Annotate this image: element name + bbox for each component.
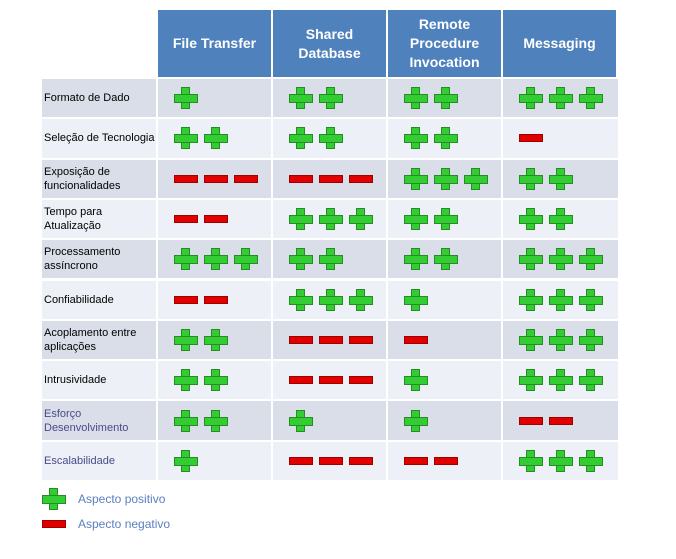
plus-icon	[349, 289, 373, 311]
legend-positive-label: Aspecto positivo	[78, 492, 166, 506]
minus-icon	[434, 457, 458, 465]
column-header-messaging: Messaging	[503, 10, 616, 77]
plus-icon	[579, 248, 603, 270]
plus-icon	[319, 87, 343, 109]
rating-cell	[503, 240, 616, 278]
plus-icon	[519, 168, 543, 190]
minus-icon	[204, 175, 228, 183]
minus-icon	[319, 376, 343, 384]
plus-icon	[549, 248, 573, 270]
rating-cell	[388, 401, 501, 439]
rating-cell	[158, 442, 271, 480]
plus-icon	[579, 289, 603, 311]
plus-icon	[519, 248, 543, 270]
plus-icon	[174, 248, 198, 270]
row-label-acoplamento-entre-aplicacoes: Acoplamento entre aplicações	[44, 326, 137, 353]
rating-cell	[158, 119, 271, 157]
plus-icon	[434, 208, 458, 230]
plus-icon	[204, 248, 228, 270]
plus-icon	[549, 168, 573, 190]
minus-icon	[289, 376, 313, 384]
plus-icon	[434, 87, 458, 109]
rating-cell	[503, 79, 616, 117]
plus-icon	[404, 208, 428, 230]
minus-icon	[404, 457, 428, 465]
plus-icon	[404, 87, 428, 109]
rating-cell	[388, 119, 501, 157]
plus-icon	[174, 410, 198, 432]
plus-icon	[404, 289, 428, 311]
minus-icon	[349, 175, 373, 183]
rating-cell	[273, 321, 386, 359]
plus-icon	[349, 208, 373, 230]
plus-icon	[549, 329, 573, 351]
column-header-remote-procedure-invocation: Remote Procedure Invocation	[388, 10, 501, 77]
plus-icon	[579, 87, 603, 109]
plus-icon	[404, 410, 428, 432]
plus-icon	[519, 329, 543, 351]
plus-icon	[434, 168, 458, 190]
rating-cell	[158, 281, 271, 319]
plus-icon	[289, 248, 313, 270]
plus-icon	[289, 208, 313, 230]
rating-cell	[503, 200, 616, 238]
rating-cell	[388, 160, 501, 198]
rating-cell	[388, 79, 501, 117]
rating-cell	[273, 281, 386, 319]
plus-icon	[289, 289, 313, 311]
plus-icon	[579, 450, 603, 472]
rating-cell	[158, 361, 271, 399]
rating-cell	[158, 240, 271, 278]
rating-cell	[273, 361, 386, 399]
minus-icon	[174, 296, 198, 304]
rating-cell	[273, 240, 386, 278]
plus-icon	[519, 369, 543, 391]
rating-cell	[388, 200, 501, 238]
rating-cell	[503, 361, 616, 399]
rating-cell	[158, 321, 271, 359]
column-header-file-transfer: File Transfer	[158, 10, 271, 77]
row-label-escalabilidade: Escalabilidade	[44, 454, 115, 467]
plus-icon	[289, 127, 313, 149]
minus-icon	[349, 376, 373, 384]
minus-icon	[319, 457, 343, 465]
minus-icon	[42, 520, 66, 528]
column-header-shared-database: Shared Database	[273, 10, 386, 77]
plus-icon	[549, 369, 573, 391]
plus-icon	[174, 369, 198, 391]
legend-positive	[42, 488, 165, 510]
row-label-selecao-de-tecnologia: Seleção de Tecnologia	[44, 132, 155, 145]
rating-cell	[158, 160, 271, 198]
plus-icon	[319, 289, 343, 311]
plus-icon	[234, 248, 258, 270]
plus-icon	[174, 87, 198, 109]
plus-icon	[404, 168, 428, 190]
minus-icon	[289, 457, 313, 465]
rating-cell	[273, 79, 386, 117]
column-divider	[271, 10, 273, 482]
column-divider	[386, 10, 388, 482]
minus-icon	[289, 175, 313, 183]
plus-icon	[204, 369, 228, 391]
plus-icon	[579, 329, 603, 351]
rating-cell	[503, 442, 616, 480]
plus-icon	[434, 127, 458, 149]
plus-icon	[519, 450, 543, 472]
rating-cell	[158, 79, 271, 117]
row-label-confiabilidade: Confiabilidade	[44, 293, 114, 306]
rating-cell	[503, 160, 616, 198]
plus-icon	[549, 87, 573, 109]
column-divider	[156, 10, 158, 482]
minus-icon	[349, 457, 373, 465]
rating-cell	[388, 442, 501, 480]
row-label-tempo-para-atualizacao: Tempo para Atualização	[44, 206, 103, 233]
minus-icon	[319, 175, 343, 183]
plus-icon	[42, 488, 66, 510]
rating-cell	[273, 160, 386, 198]
row-label-esforco-desenvolvimento: Esforço Desenvolvimento	[44, 407, 129, 434]
minus-icon	[404, 336, 428, 344]
rating-cell	[158, 401, 271, 439]
rating-cell	[503, 321, 616, 359]
minus-icon	[519, 134, 543, 142]
rating-cell	[273, 401, 386, 439]
plus-icon	[519, 208, 543, 230]
plus-icon	[404, 369, 428, 391]
plus-icon	[204, 329, 228, 351]
minus-icon	[204, 296, 228, 304]
plus-icon	[519, 87, 543, 109]
column-divider	[501, 10, 503, 482]
row-label-processamento-assincrono: Processamento assíncrono	[44, 246, 121, 273]
minus-icon	[174, 175, 198, 183]
rating-cell	[158, 200, 271, 238]
row-label-exposicao-de-funcionalidades: Exposição de funcionalidades	[44, 165, 121, 192]
rating-cell	[273, 200, 386, 238]
plus-icon	[579, 369, 603, 391]
rating-cell	[388, 281, 501, 319]
plus-icon	[549, 208, 573, 230]
plus-icon	[289, 410, 313, 432]
plus-icon	[549, 289, 573, 311]
plus-icon	[204, 410, 228, 432]
minus-icon	[204, 215, 228, 223]
plus-icon	[319, 248, 343, 270]
plus-icon	[204, 127, 228, 149]
plus-icon	[174, 127, 198, 149]
rating-cell	[503, 401, 616, 439]
minus-icon	[174, 215, 198, 223]
legend-negative	[42, 517, 170, 531]
row-label-intrusividade: Intrusividade	[44, 374, 107, 387]
rating-cell	[273, 119, 386, 157]
rating-cell	[503, 119, 616, 157]
plus-icon	[464, 168, 488, 190]
rating-cell	[388, 240, 501, 278]
minus-icon	[319, 336, 343, 344]
plus-icon	[404, 248, 428, 270]
plus-icon	[319, 127, 343, 149]
minus-icon	[549, 417, 573, 425]
plus-icon	[174, 450, 198, 472]
plus-icon	[519, 289, 543, 311]
plus-icon	[434, 248, 458, 270]
rating-cell	[388, 321, 501, 359]
rating-cell	[273, 442, 386, 480]
rating-cell	[503, 281, 616, 319]
legend-negative-label: Aspecto negativo	[78, 517, 171, 531]
minus-icon	[519, 417, 543, 425]
minus-icon	[349, 336, 373, 344]
plus-icon	[549, 450, 573, 472]
plus-icon	[174, 329, 198, 351]
plus-icon	[404, 127, 428, 149]
row-label-formato-de-dado: Formato de Dado	[44, 92, 130, 105]
minus-icon	[289, 336, 313, 344]
plus-icon	[289, 87, 313, 109]
minus-icon	[234, 175, 258, 183]
rating-cell	[388, 361, 501, 399]
plus-icon	[319, 208, 343, 230]
